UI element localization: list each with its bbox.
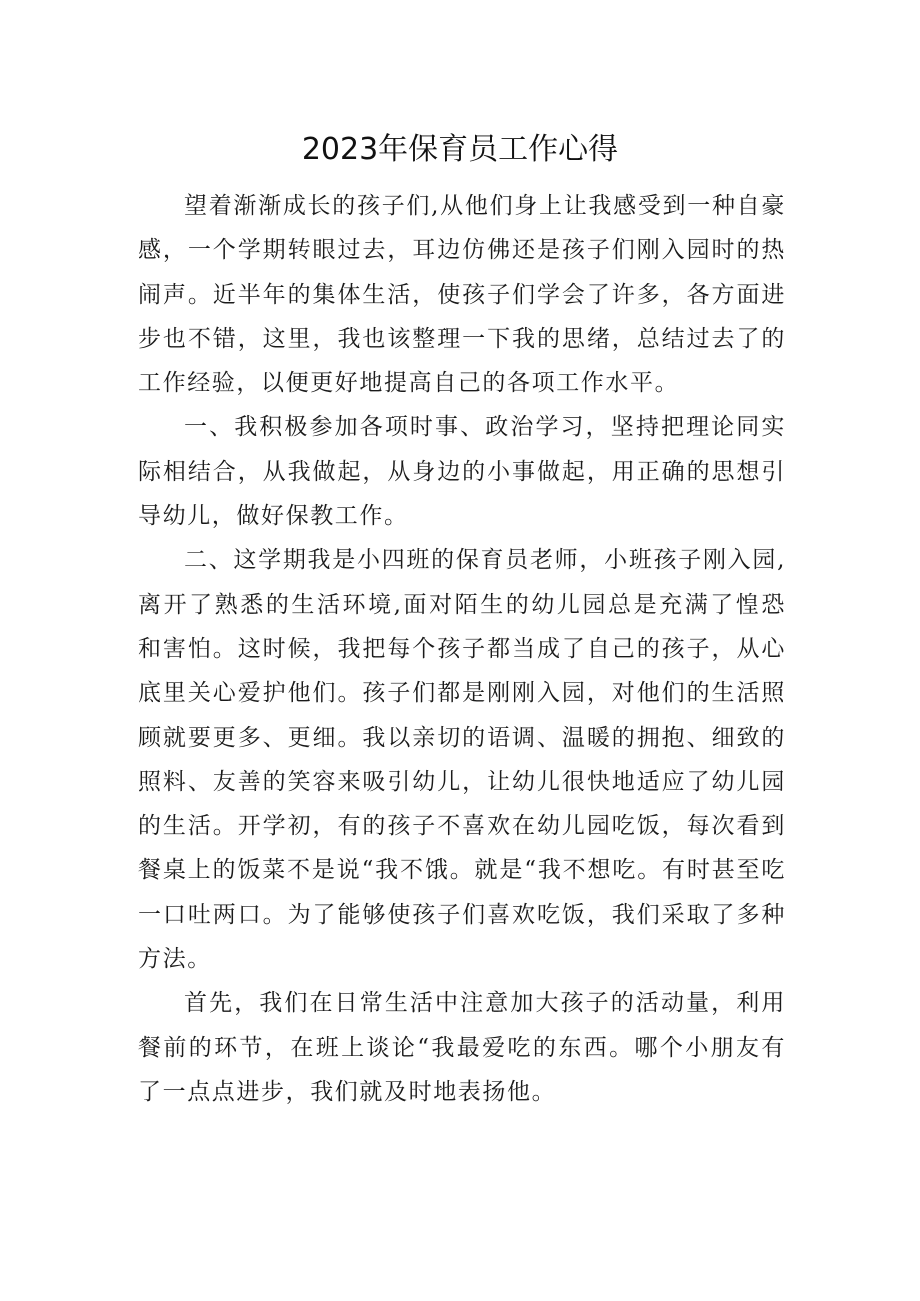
document-body — [138, 184, 786, 1114]
paragraph-point-two: 二、这学期我是小四班的保育员老师，小班孩子刚入园,离开了熟悉的生活环境,面对陌生的幼儿园总是充满了惶恐和害怕。这时候，我把每个孩子都当成了自己的孩子，从心底里关心爱护他们。孩子们都是刚刚入园，对他们的生活照顾就要更多、更细。我以亲切的语调、温暖的拥抱、细致的照料、友善的笑容来吸引幼儿，让幼儿很快地适应了幼儿园的生活。开学初，有的孩子不喜欢在幼儿园吃饭，每次看到餐桌上的饭菜不是说“我不饿。就是“我不想吃。有时甚至吃一口吐两口。为了能够使孩子们喜欢吃饭，我们采取了多种方法。 — [138, 547, 786, 973]
paragraph-point-one: 一、我积极参加各项时事、政治学习，坚持把理论同实际相结合，从我做起，从身边的小事做起，用正确的思想引导幼儿，做好保教工作。 — [138, 414, 786, 530]
paragraph-first-method: 首先，我们在日常生活中注意加大孩子的活动量，利用餐前的环节，在班上谈论“我最爱吃的东西。哪个小朋友有了一点点进步，我们就及时地表扬他。 — [138, 990, 786, 1105]
paragraph-intro: 望着渐渐成长的孩子们,从他们身上让我感受到一种自豪感，一个学期转眼过去，耳边仿佛还是孩子们刚入园时的热闹声。近半年的集体生活，使孩子们学会了许多，各方面进步也不错，这里，我也该整理一下我的思绪，总结过去了的工作经验，以便更好地提高自己的各项工作水平。 — [138, 193, 786, 397]
document-title: 2023年保育员工作心得 — [301, 132, 619, 167]
